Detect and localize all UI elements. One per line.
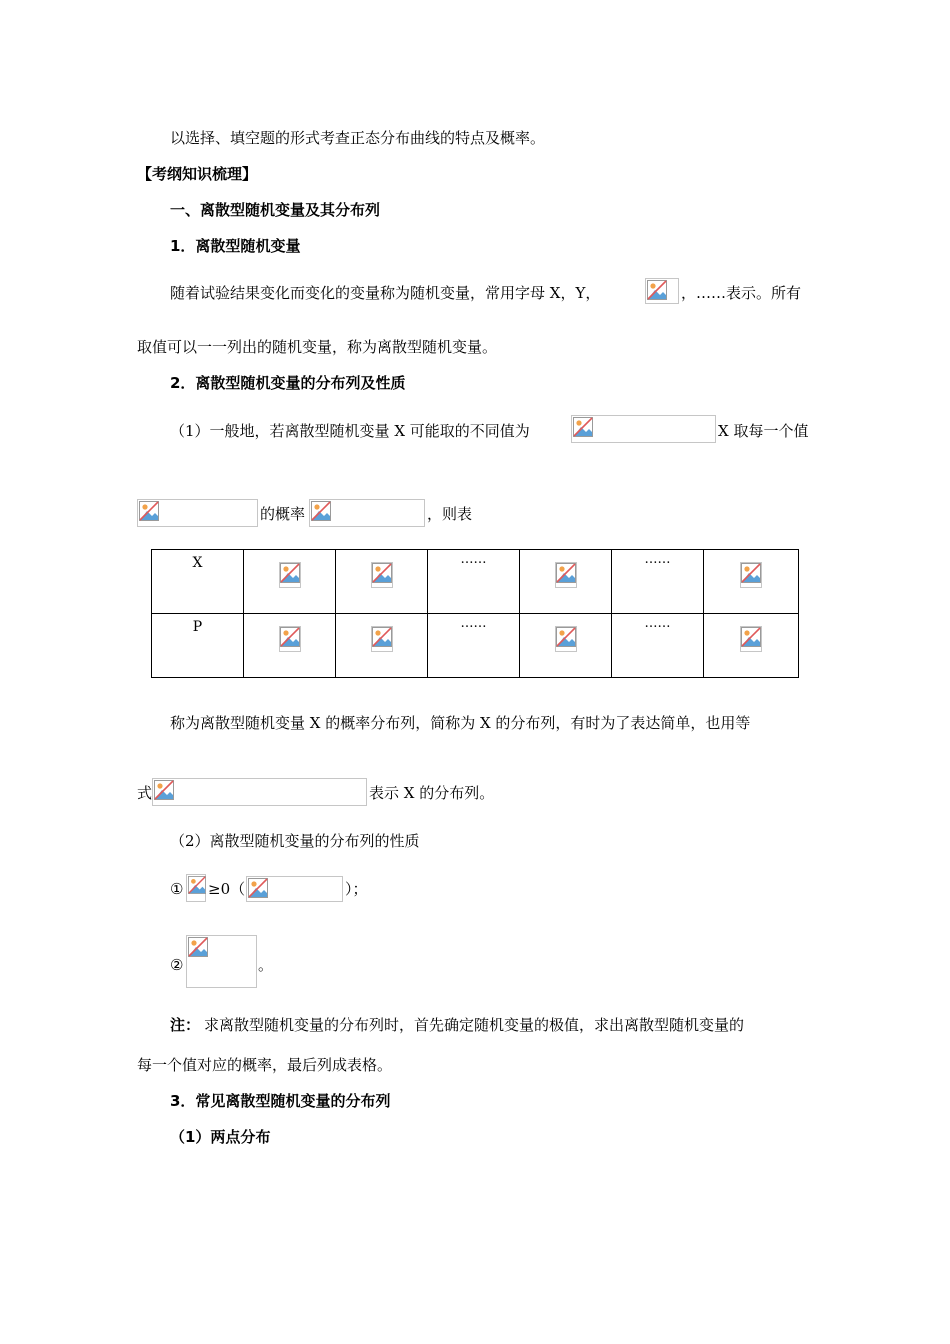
para-1-line-1a: 随着试验结果变化而变化的变量称为随机变量，常用字母 X，Y， <box>170 284 601 302</box>
broken-image-icon <box>248 878 268 898</box>
table-cell-ellipsis <box>612 614 704 678</box>
broken-image-icon <box>139 501 159 521</box>
para-2-line-2b: ，则表 <box>427 505 473 523</box>
ellipsis: …… <box>460 616 487 631</box>
formula-image-equation <box>152 778 367 806</box>
note-line-2: 每一个值对应的概率，最后列成表格。 <box>137 1056 393 1074</box>
property-1-end: ）； <box>345 880 368 898</box>
table-cell <box>336 614 428 678</box>
heading-discrete-variable-distribution: 一、离散型随机变量及其分布列 <box>170 201 381 219</box>
broken-image-icon <box>573 417 593 437</box>
note-line-1: 求离散型随机变量的分布列时，首先确定随机变量的极值，求出离散型随机变量的 <box>204 1016 745 1034</box>
broken-image-icon <box>311 501 331 521</box>
para-1-line-2: 取值可以一一列出的随机变量，称为离散型随机变量。 <box>137 338 498 356</box>
table-cell-ellipsis <box>612 550 704 614</box>
table-cell <box>704 614 799 678</box>
ellipsis: …… <box>460 552 487 567</box>
table-cell <box>520 614 612 678</box>
distribution-table <box>151 549 799 678</box>
broken-image-icon <box>371 562 393 588</box>
table-cell <box>336 550 428 614</box>
table-cell-x-label <box>152 550 244 614</box>
formula-image-probability <box>309 499 425 527</box>
broken-image-icon <box>740 562 762 588</box>
table-row-p <box>152 614 799 678</box>
broken-image-icon <box>371 626 393 652</box>
heading-common-distributions: 3．常见离散型随机变量的分布列 <box>170 1092 391 1110</box>
para-3-line-2b: 表示 X 的分布列。 <box>369 784 495 802</box>
formula-image-xi <box>645 278 679 304</box>
property-1-mark: ① <box>170 880 184 898</box>
intro-text: 以选择、填空题的形式考查正态分布曲线的特点及概率。 <box>170 129 546 147</box>
para-3-line-2a: 式 <box>137 784 153 802</box>
table-cell <box>520 550 612 614</box>
table-cell-p-label <box>152 614 244 678</box>
table-cell-ellipsis <box>428 614 520 678</box>
broken-image-icon <box>188 937 208 957</box>
table-row-x <box>152 550 799 614</box>
table-cell <box>244 550 336 614</box>
row-label-x: X <box>192 555 203 571</box>
broken-image-icon <box>647 280 667 300</box>
table-cell <box>704 550 799 614</box>
formula-image-xi-value <box>137 499 258 527</box>
property-1-mid: ≥0（ <box>208 880 246 898</box>
section-header: 【考纲知识梳理】 <box>137 165 258 183</box>
para-3-line-1: 称为离散型随机变量 X 的概率分布列，简称为 X 的分布列，有时为了表达简单，也用等 <box>170 714 751 732</box>
formula-image-values <box>571 415 716 443</box>
heading-discrete-random-variable: 1．离散型随机变量 <box>170 237 301 255</box>
table-cell <box>244 614 336 678</box>
broken-image-icon <box>555 626 577 652</box>
broken-image-icon <box>188 876 206 894</box>
heading-distribution-properties: 2．离散型随机变量的分布列及性质 <box>170 374 406 392</box>
ellipsis: …… <box>644 552 671 567</box>
table-cell-ellipsis <box>428 550 520 614</box>
para-2-line-2a: 的概率 <box>260 505 306 523</box>
ellipsis: …… <box>644 616 671 631</box>
broken-image-icon <box>154 780 174 800</box>
formula-image-index-range <box>246 876 343 902</box>
heading-two-point-distribution: （1）两点分布 <box>170 1128 271 1146</box>
broken-image-icon <box>279 562 301 588</box>
broken-image-icon <box>555 562 577 588</box>
row-label-p: P <box>192 619 203 635</box>
formula-image-pi <box>186 874 206 902</box>
broken-image-icon <box>279 626 301 652</box>
para-1-line-1b: ，……表示。所有 <box>681 284 802 302</box>
note-label: 注： <box>170 1016 201 1034</box>
para-2-line-1a: （1）一般地，若离散型随机变量 X 可能取的不同值为 <box>170 422 530 440</box>
para-2-line-1b: X 取每一个值 <box>718 422 809 440</box>
property-2-mark: ② <box>170 956 184 974</box>
property-2-end: 。 <box>258 956 274 974</box>
properties-title: （2）离散型随机变量的分布列的性质 <box>170 832 420 850</box>
formula-image-sum <box>186 935 257 988</box>
broken-image-icon <box>740 626 762 652</box>
